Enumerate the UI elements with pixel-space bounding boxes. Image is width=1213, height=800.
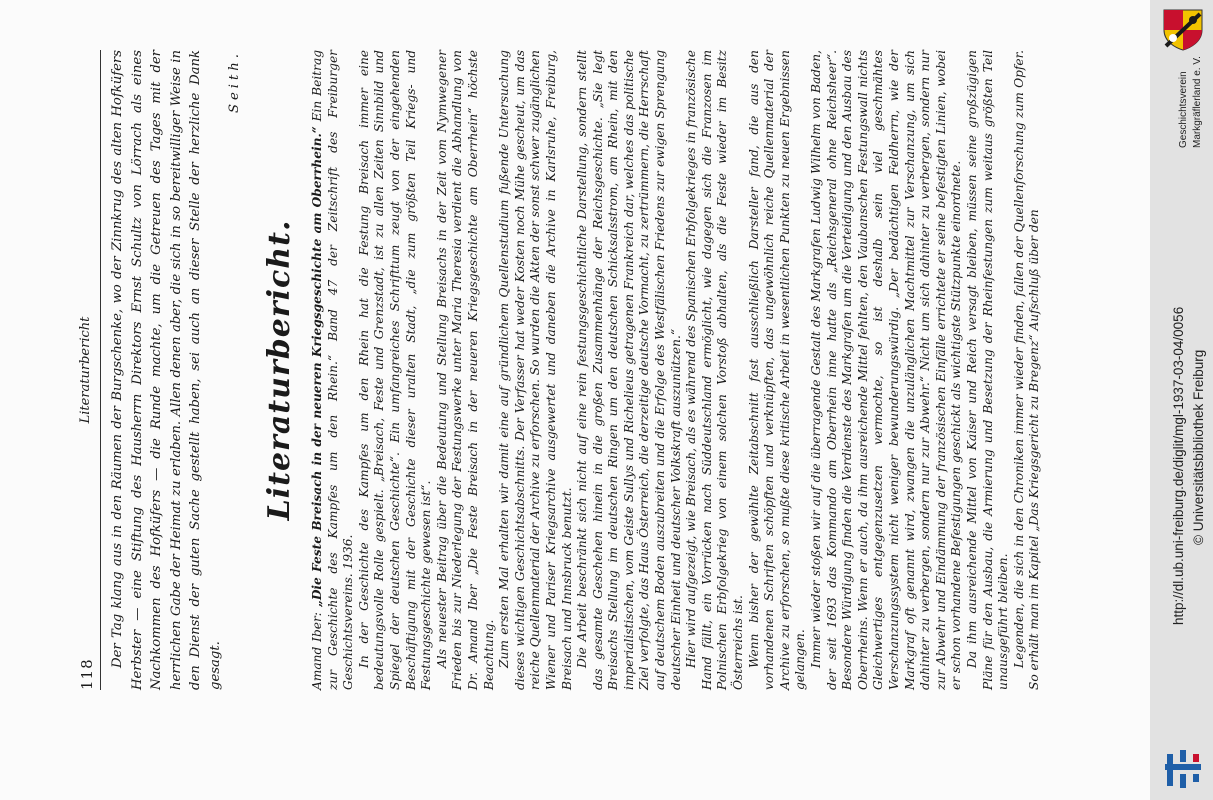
society-name-line1: Geschichtsverein: [1178, 71, 1189, 148]
header-rule: [100, 50, 101, 690]
review-paragraph: Hier wird aufgezeigt, wie Breisach, als es während des Spanischen Erbfolgekrieges in französische Hand fällt, ein Vorrücken nach Süddeutschland ermöglicht, wie dagegen sich die Franzosen im Polnischen Erbfolgekrieg von einem solchen Vorstoß abhalten, als die Feste wieder im Besitz Österreichs ist.: [684, 50, 746, 690]
coat-of-arms-icon: [1160, 6, 1206, 52]
running-title: Literaturbericht: [78, 316, 93, 424]
entry-author: Amand Iber:: [310, 612, 324, 690]
copyright-notice: © Universitätsbibliothek Freiburg: [1191, 349, 1206, 545]
source-url-link[interactable]: http://dl.ub.uni-freiburg.de/diglit/mgl-1937-03-04/0056: [1171, 306, 1186, 625]
review-paragraph: Immer wieder stoßen wir auf die überragende Gestalt des Markgrafen Ludwig Wilhelm von Baden, der seit 1693 das Kommando am Oberrhein inne hatte als „Reichsgeneral ohne Reichsheer“. Besondere Würdigung finden die Verdienste des Markgrafen um die Verteidigung und den Ausbau des Oberrheins. Wenn er auch, da ihm ausreichende Mittel fehlten, den Vaubanschen Festungswall nichts Gleichwertiges entgegenzusetzen vermochte, so ist deshalb sein viel geschmähtes Verschanzungssystem nicht weniger bewunderungswürdig. „Der bedächtigen Feldherrn, wie der Markgraf oft genannt wird, zwangen die unzulänglichen Machtmittel zur Verschanzung, um sich dahinter zu verbergen, sondern nur zur Abwehr.“ Nicht um sich dahinter zu verbergen, sondern nur zur Abwehr und Eindämmung der französischen Einfälle errichtete er seine befestigten Linien, wobei er schon vorhandene Befestigungen geschickt als wichtigste Stützpunkte einordnete.: [809, 50, 964, 690]
review-paragraph: Die Arbeit beschränkt sich nicht auf eine rein festungsgeschichtliche Darstellung, sondern stellt das gesamte Geschehen hinein in die großen Zusammenhänge der Reichsgeschichte. „Sie legt Breisachs Stellung im deutschen Ringen um den deutschen Schicksalsstrom, am Rhein, mit den imperialistischen, vom Geiste Sullys und Richelieus getragenen Frankreich dar, welches das politische Ziel verfolgte, das Haus Österreich, die derzeitige deutsche Vormacht, zu zertrümmern, die Herrschaft auf deutschem Boden auszubreiten und die Erfolge des Westfälischen Friedens zur ewigen Sprengung deutscher Einheit und deutscher Volkskraft auszunützen.“: [575, 50, 683, 690]
review-paragraph: Da ihm ausreichende Mittel von Kaiser und Reich versagt bleiben, müssen seine großzügigen Pläne für den Ausbau, die Armierung und Besetzung der Rheinfestungen zum weitaus größten Teil unausgeführt bleiben.: [964, 50, 1011, 690]
intro-paragraph: Der Tag klang aus in den Räumen der Burgschenke, wo der Zinnkrug des alten Hofküfers Herbster — eine Stiftung des Hausherrn Direktors Ernst Schultz von Lörrach als eines Nachkommen des Hofküfers — die Runde machte, um die Getreuen des Tages mit der herrlichen Gabe der Heimat zu erlaben. Allen denen aber, die sich in so bereitwilliger Weise in den Dienst der guten Sache gestellt haben, sei auch an dieser Stelle der herzliche Dank gesagt.: [110, 50, 223, 690]
intro-section: [108, 50, 245, 690]
signature: Seith.: [227, 50, 242, 114]
review-body: [310, 50, 1043, 690]
section-heading: Literaturbericht.: [262, 219, 297, 521]
ub-freiburg-logo-icon: [1163, 748, 1203, 790]
review-paragraph: Zum ersten Mal erhalten wir damit eine auf gründlichem Quellenstudium fußende Untersuchung dieses wichtigen Geschichtsabschnitts. Der Verfasser hat weder Kosten noch Mühe gescheut, um das reiche Quellenmaterial der Archive zu erforschen. So wurden die Akten der sonst schwer zugänglichen Wiener und Pariser Kriegsarchive ausgewertet und daneben die Archive in Karlsruhe, Freiburg, Breisach und Innsbruck benutzt.: [497, 50, 574, 690]
page-header: [78, 50, 98, 690]
review-paragraph: Legenden, die sich in den Chroniken immer wieder finden, fallen der Quellenforschung zum Opfer. So erhält man im Kapitel „Das Kriegsgericht zu Bregenz“ Aufschluß über den: [1011, 50, 1042, 690]
society-name-line2: Markgräflerland e. V.: [1192, 56, 1203, 148]
review-citation: [310, 50, 357, 690]
entry-title: „Die Feste Breisach in der neueren Kriegsgeschichte am Oberrhein.“: [310, 126, 324, 608]
entry-source: Ein Beitrag zur Geschichte des Kampfes um den Rhein.“ Band 47 der Zeitschrift des Freiburger Geschichtsvereins. 1936.: [310, 49, 356, 690]
page-number: 118: [78, 658, 96, 690]
review-paragraph: Wenn bisher der gewählte Zeitabschnitt fast ausschließlich Darsteller fand, die aus den vorhandenen Schriften schöpften und verknüpften, das ungewöhnlich reiche Quellenmaterial der Archive zu erforschen, so mußte diese kritische Arbeit in wesentlichen Punkten zu neuen Ergebnissen gelangen.: [746, 50, 808, 690]
review-paragraph: In der Geschichte des Kampfes um den Rhein hat die Festung Breisach immer eine bedeutungsvolle Rolle gespielt. „Breisach, Feste und Grenzstadt, ist zu allen Zeiten Sinnbild und Spiegel der deutschen Geschichte“. Ein umfangreiches Schrifttum zeugt von der eingehenden Beschäftigung mit der Geschichte dieser uralten Stadt, „die zum größten Teil Kriegs- und Festungsgeschichte gewesen ist“.: [356, 50, 434, 690]
review-paragraph: Als neuester Beitrag über die Bedeutung und Stellung Breisachs in der Zeit vom Nymwegener Frieden bis zur Niederlegung der Festungswerke unter Maria Theresia verdient die Abhandlung von Dr. Amand Iber „Die Feste Breisach in der neueren Kriegsgeschichte am Oberrhein“ höchste Beachtung.: [434, 50, 496, 690]
